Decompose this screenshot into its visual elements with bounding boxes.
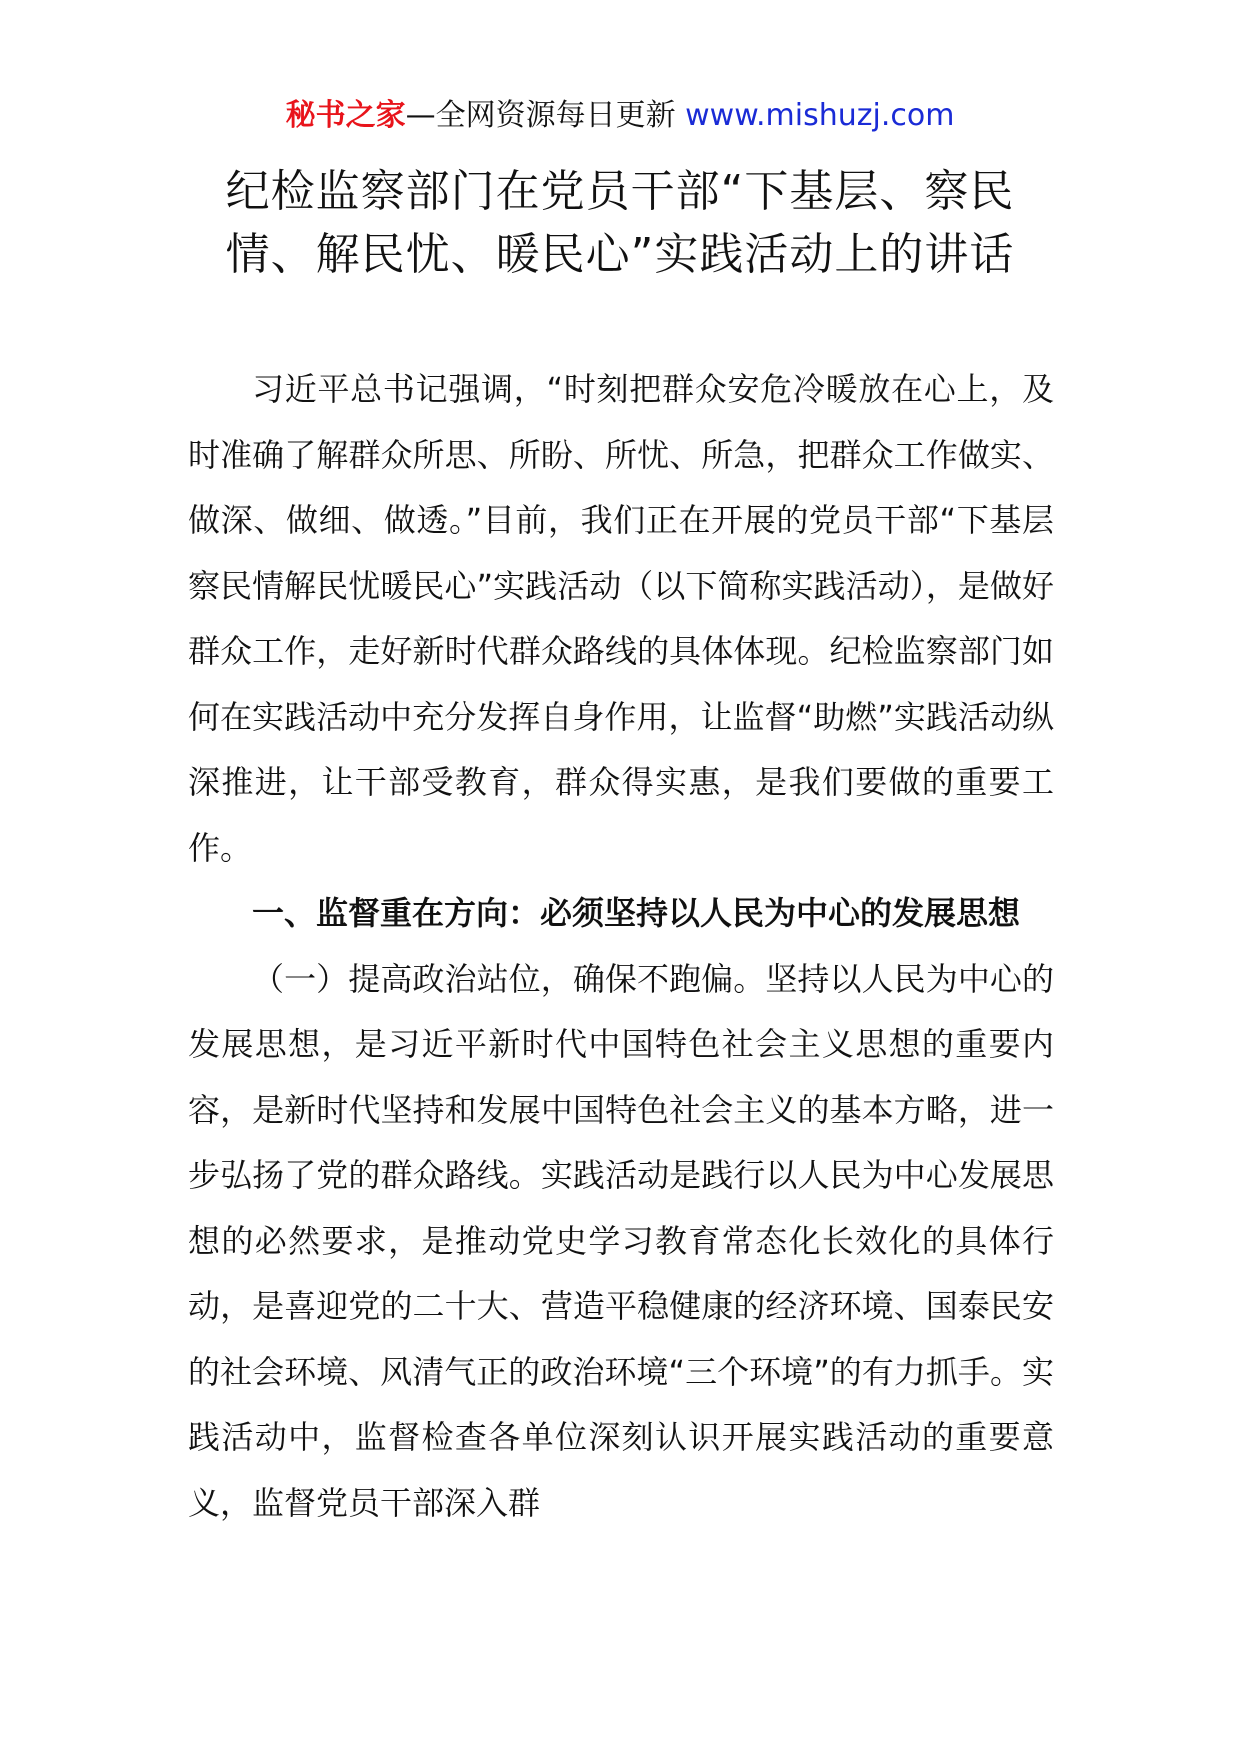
title-line-1: 纪检监察部门在党员干部“下基层、察民 [225,166,1015,217]
paragraph-subsection-1: （一）提高政治站位，确保不跑偏。坚持以人民为中心的发展思想，是习近平新时代中国特色社会主义思想的重要内容，是新时代坚持和发展中国特色社会主义的基本方略，进一步弘扬了党的群众路线。实践活动是践行以人民为中心发展思想的必然要求，是推动党史学习教育常态化长效化的具体行动，是喜迎党的二十大、营造平稳健康的经济环境、国泰民安的社会环境、风清气正的政治环境“三个环境”的有力抓手。实践活动中，监督检查各单位深刻认识开展实践活动的重要意义，监督党员干部深入群 [188,959,1054,1522]
document-title [150,160,1090,286]
document-body [188,357,1054,1536]
site-tagline: —全网资源每日更新 [405,98,676,133]
title-line-2: 情、解民忧、暖民心”实践活动上的讲话 [225,229,1015,280]
site-url-link[interactable]: www.mishuzj.com [685,98,955,133]
site-header [0,96,1240,136]
site-brand: 秘书之家 [285,98,406,133]
section-heading-1: 一、监督重在方向：必须坚持以人民为中心的发展思想 [252,894,1021,932]
paragraph-intro: 习近平总书记强调，“时刻把群众安危冷暖放在心上，及时准确了解群众所思、所盼、所忧、所急，把群众工作做实、做深、做细、做透。”目前，我们正在开展的党员干部“下基层察民情解民忧暖民心”实践活动（以下简称实践活动），是做好群众工作，走好新时代群众路线的具体体现。纪检监察部门如何在实践活动中充分发挥自身作用，让监督“助燃”实践活动纵深推进，让干部受教育，群众得实惠，是我们要做的重要工作。 [188,370,1054,867]
